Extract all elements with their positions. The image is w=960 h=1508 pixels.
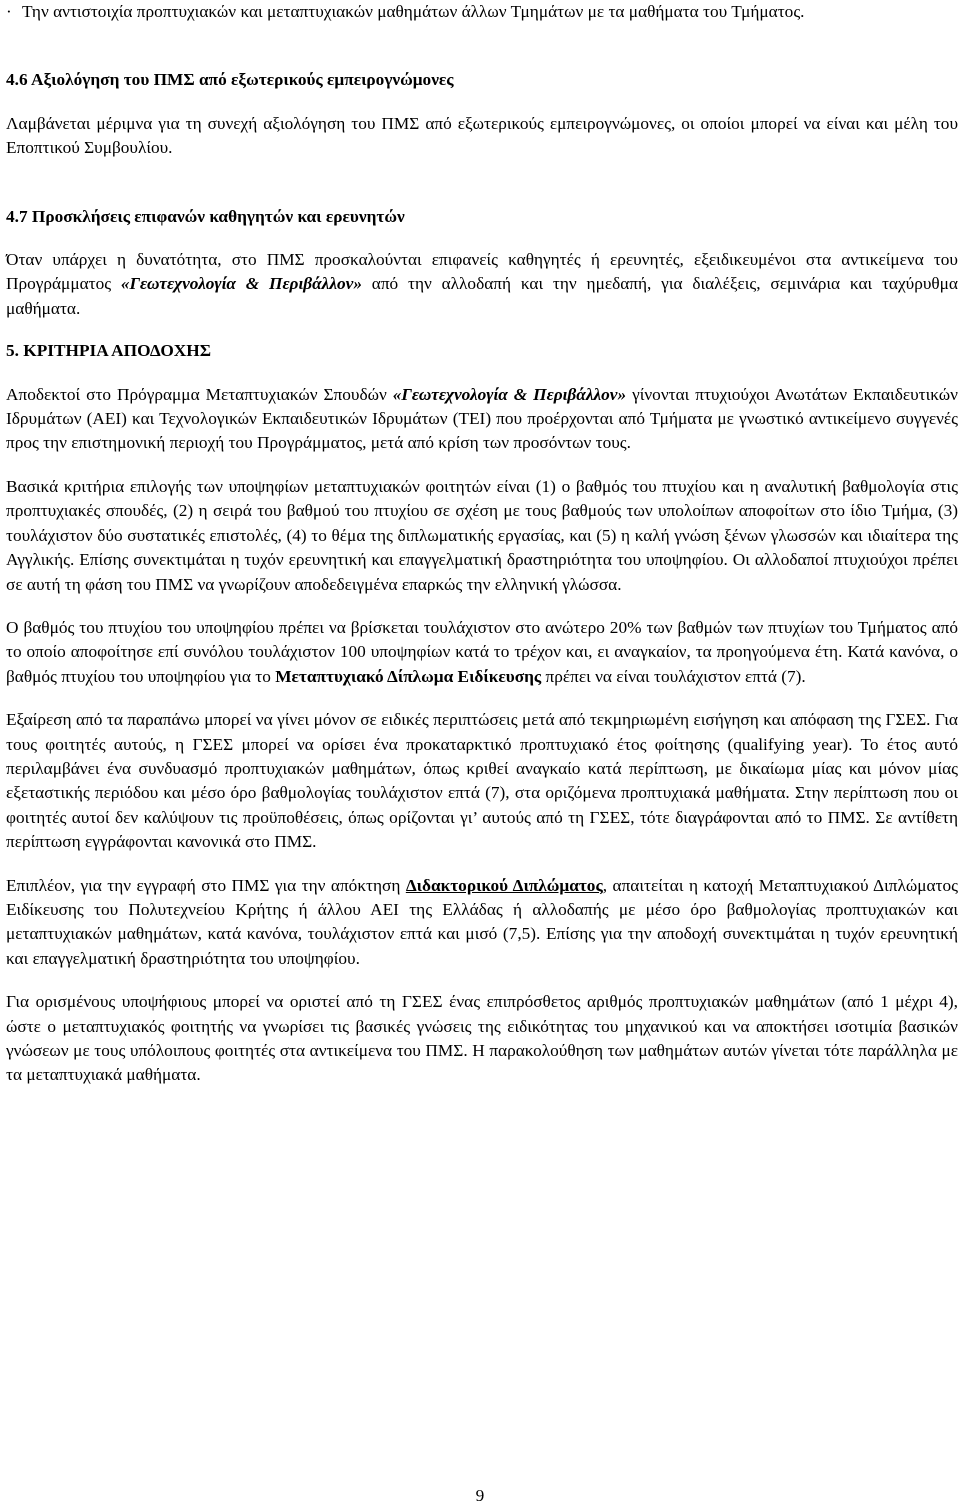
p1-text-start: Αποδεκτοί στο Πρόγραμμα Μεταπτυχιακών Σπουδών [6,384,393,404]
p5-underlined-term: Διδακτορικού Διπλώματος [405,875,603,895]
p5-text-start: Επιπλέον, για την εγγραφή στο ΠΜΣ για την απόκτηση [6,875,406,895]
p1-text-end: γίνονται πτυχιούχοι Ανωτάτων Εκπαιδευτικών Ιδρυμάτων (ΑΕΙ) και Τεχνολογικών Εκπαιδευτικών Ιδρυμάτων (ΤΕΙ) που προέρχονται από Τμήματα με γνωστικό αντικείμενο συγγενές προς την επιστημονική περιοχή του Προγράμματος, μετά από κρίση των προσόντων τους. [6,384,958,453]
section-4-7-paragraph [6,248,958,321]
section-4-7-text-start: Όταν υπάρχει η δυνατότητα, στο ΠΜΣ προσκαλούνται επιφανείς καθηγητές ή ερευνητές, εξειδικευμένοι στα αντικείμενα του Προγράμματος [6,250,958,294]
program-name: «Γεωτεχνολογία & Περιβάλλον» [120,274,362,294]
intro-bullet-text: Την αντιστοιχία προπτυχιακών και μεταπτυχιακών μαθημάτων άλλων Τμημάτων με τα μαθήματα του Τμήματος. [22,2,805,21]
section-5-heading: 5. ΚΡΙΤΗΡΙΑ ΑΠΟΔΟΧΗΣ [6,341,212,361]
section-4-6-heading: 4.6 Αξιολόγηση του ΠΜΣ από εξωτερικούς εμπειρογνώμονες [6,70,454,90]
section-5-paragraph-5 [6,874,958,972]
section-5-paragraph-4: Εξαίρεση από τα παραπάνω μπορεί να γίνει μόνον σε ειδικές περιπτώσεις μετά από τεκμηριωμένη εισήγηση και απόφαση της ΓΣΕΣ. Για τους φοιτητές αυτούς, η ΓΣΕΣ μπορεί να ορίσει ένα προκαταρκτικό προπτυχιακό έτος φοίτησης (qualifying year). Το έτος αυτό περιλαμβάνει ένα συνδυασμό προπτυχιακών μαθημάτων, όπως κριθεί αναγκαίο κατά περίπτωση, με δικαίωμα μίας και μόνον μίας εξεταστικής περιόδου και μέσο όρο βαθμολογίας τουλάχιστον επτά (7), στα οριζόμενα προπτυχιακά μαθήματα. Στην περίπτωση που οι φοιτητές αυτοί δεν καλύψουν τις προϋποθέσεις, όπως ορίζονται γι’ αυτούς από τη ΓΣΕΣ, τότε διαγράφονται από το ΠΜΣ. Σε αντίθετη περίπτωση εγγράφονται κανονικά στο ΠΜΣ. [6,710,958,852]
intro-bullet [6,0,958,24]
program-name-2: «Γεωτεχνολογία & Περιβάλλον» [392,384,627,404]
section-5-paragraph-6: Για ορισμένους υποψήφιους μπορεί να οριστεί από τη ΓΣΕΣ ένας επιπρόσθετος αριθμός προπτυχιακών μαθημάτων (από 1 μέχρι 4), ώστε ο μεταπτυχιακός φοιτητής να γνωρίσει τις βασικές γνώσεις της ειδικότητας του μηχανικού και να αποκτήσει ισοτιμία βασικών γνώσεων με τους υπόλοιπους φοιτητές στα αντικείμενα του ΠΜΣ. Η παρακολούθηση των μαθημάτων αυτών γίνεται τότε παράλληλα με τα μεταπτυχιακά μαθήματα. [6,992,958,1085]
section-5-paragraph-3 [6,616,958,689]
section-4-7-text-end: από την αλλοδαπή και την ημεδαπή, για διαλέξεις, σεμινάρια και ταχύρυθμα μαθήματα. [6,274,958,318]
section-4-6-paragraph: Λαμβάνεται μέριμνα για τη συνεχή αξιολόγηση του ΠΜΣ από εξωτερικούς εμπειρογνώμονες, οι οποίοι μπορεί να είναι και μέλη του Εποπτικού Συμβουλίου. [6,113,958,158]
section-5-paragraph-2: Βασικά κριτήρια επιλογής των υποψηφίων μεταπτυχιακών φοιτητών είναι (1) ο βαθμός του πτυχίου και η αναλυτική βαθμολογία στις προπτυχιακές σπουδές, (2) η σειρά του βαθμού του πτυχίου σε σχέση με τους βαθμούς των υπολοίπων αποφοίτων στο ίδιο Τμήμα, (3) τουλάχιστον δύο συστατικές επιστολές, (4) το θέμα της διπλωματικής εργασίας, και (5) η καλή γνώση ξένων γλωσσών και ιδιαίτερα της Αγγλικής. Επίσης συνεκτιμάται η τυχόν ερευνητική και επαγγελματική δραστηριότητα του υποψηφίου. Οι αλλοδαποί πτυχιούχοι πρέπει σε αυτή τη φάση του ΠΜΣ να γνωρίζουν αποδεδειγμένα επαρκώς την ελληνική γλώσσα. [6,476,958,594]
section-4-7-heading: 4.7 Προσκλήσεις επιφανών καθηγητών και ερευνητών [6,206,405,226]
p5-text-end: , απαιτείται η κατοχή Μεταπτυχιακού Διπλώματος Ειδίκευσης του Πολυτεχνείου Κρήτης ή άλλου ΑΕΙ της Ελλάδας ή αλλοδαπής με μέσο όρο βαθμολογίας προπτυχιακών και μεταπτυχιακών μαθημάτων, κατά κανόνα, τουλάχιστον επτά και μισό (7,5). Επίσης για την αποδοχή συνεκτιμάται η τυχόν ερευνητική και επαγγελματική δραστηριότητα του υποψηφίου. [6,875,958,968]
page-number: 9 [475,1486,485,1505]
p3-text-end: πρέπει να είναι τουλάχιστον επτά (7). [541,666,806,686]
bullet-icon: · [6,2,12,21]
section-5-paragraph-1 [6,383,958,456]
p3-bold-term: Μεταπτυχιακό Δίπλωμα Ειδίκευσης [275,666,542,686]
p3-text-start: Ο βαθμός του πτυχίου του υποψηφίου πρέπει να βρίσκεται τουλάχιστον στο ανώτερο 20% των βαθμών των πτυχίων του Τμήματος από το οποίο αποφοίτησε επί συνόλου τουλάχιστον 100 υποψηφίων κατά το τρέχον και, ει αναγκαίον, τα προηγούμενα έτη. Κατά κανόνα, ο βαθμός πτυχίου του υποψηφίου για το [6,617,958,686]
